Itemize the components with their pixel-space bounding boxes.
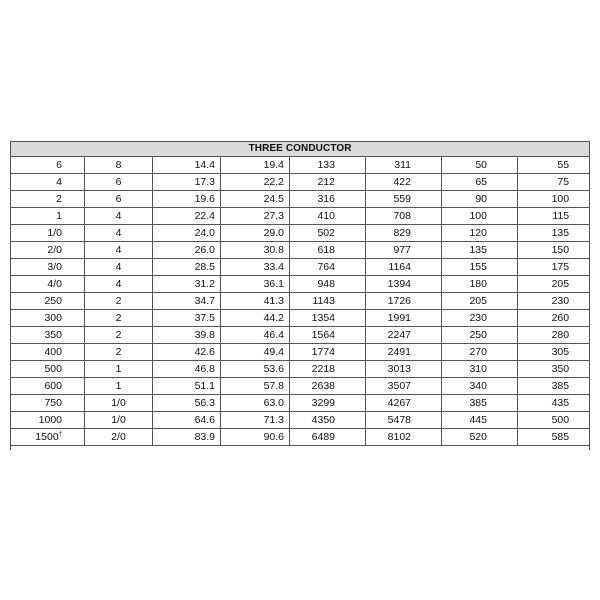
table-cell bbox=[153, 395, 221, 412]
table-cell bbox=[366, 293, 442, 310]
cell-value: 435 bbox=[551, 397, 570, 409]
cell-value: 100 bbox=[469, 210, 487, 222]
table-cell bbox=[518, 225, 590, 242]
table-cell bbox=[221, 344, 290, 361]
cell-value: 22.4 bbox=[194, 210, 215, 222]
table-cell bbox=[153, 293, 221, 310]
table-row bbox=[11, 242, 590, 259]
cell-value: 2 bbox=[56, 193, 62, 205]
table-cell bbox=[290, 378, 366, 395]
table-cell bbox=[153, 174, 221, 191]
table-cell bbox=[85, 327, 153, 344]
table-cell bbox=[85, 344, 153, 361]
cell-value: 2 bbox=[115, 295, 122, 307]
table-cell bbox=[11, 276, 85, 293]
cell-value: 260 bbox=[551, 312, 570, 324]
table-cell bbox=[518, 378, 590, 395]
cell-value: 2 bbox=[115, 312, 122, 324]
cell-value: 65 bbox=[475, 176, 487, 188]
cell-value: 1164 bbox=[388, 261, 411, 273]
cell-value: 135 bbox=[469, 244, 487, 256]
cell-value: 2638 bbox=[311, 380, 335, 392]
cell-value: 55 bbox=[557, 159, 570, 171]
table-cell bbox=[11, 412, 85, 429]
table-cell bbox=[366, 310, 442, 327]
cell-value: 90 bbox=[475, 193, 487, 205]
cell-value: 350 bbox=[551, 363, 570, 375]
cell-value: 385 bbox=[469, 397, 487, 409]
table-cell bbox=[366, 378, 442, 395]
cell-value: 977 bbox=[393, 244, 411, 256]
table-cell bbox=[11, 344, 85, 361]
cell-value: 422 bbox=[393, 176, 411, 188]
table-cell bbox=[85, 225, 153, 242]
cell-value: 600 bbox=[44, 380, 62, 392]
cell-value: 4 bbox=[115, 261, 122, 273]
table-cell bbox=[442, 259, 518, 276]
table-row bbox=[11, 276, 590, 293]
table-cell bbox=[221, 361, 290, 378]
table-cell bbox=[11, 310, 85, 327]
table-cell bbox=[518, 174, 590, 191]
table-cell bbox=[153, 225, 221, 242]
cell-value: 14.4 bbox=[194, 159, 215, 171]
table-cell bbox=[366, 395, 442, 412]
cell-value: 585 bbox=[551, 431, 570, 443]
cell-value: 120 bbox=[469, 227, 487, 239]
table-cell bbox=[366, 344, 442, 361]
table-cell bbox=[366, 208, 442, 225]
table-container bbox=[10, 141, 589, 450]
cell-value: 1564 bbox=[311, 329, 335, 341]
table-cell bbox=[442, 412, 518, 429]
cell-value: 1 bbox=[115, 363, 122, 375]
table-row bbox=[11, 378, 590, 395]
table-cell bbox=[11, 293, 85, 310]
table-cell bbox=[85, 293, 153, 310]
cell-value: 280 bbox=[551, 329, 570, 341]
cell-value: 3/0 bbox=[47, 261, 62, 273]
cell-value: 1354 bbox=[311, 312, 335, 324]
cell-value: 31.2 bbox=[194, 278, 215, 290]
table-cell bbox=[518, 208, 590, 225]
table-cell bbox=[442, 310, 518, 327]
cell-value: 1000 bbox=[38, 414, 62, 426]
table-cell bbox=[366, 259, 442, 276]
cell-value: 75 bbox=[557, 176, 570, 188]
table-cell bbox=[221, 276, 290, 293]
table-tail-row bbox=[11, 446, 590, 451]
table-cell bbox=[153, 208, 221, 225]
cell-value: 1/0 bbox=[47, 227, 62, 239]
table-cell bbox=[518, 327, 590, 344]
table-cell bbox=[221, 174, 290, 191]
table-cell bbox=[221, 242, 290, 259]
table-cell bbox=[153, 242, 221, 259]
cell-value: 559 bbox=[393, 193, 411, 205]
cell-value: 42.6 bbox=[194, 346, 215, 358]
table-cell bbox=[366, 429, 442, 446]
cell-value: 520 bbox=[469, 431, 487, 443]
cell-value: 1991 bbox=[387, 312, 411, 324]
cell-value: 250 bbox=[44, 295, 62, 307]
cell-value: 19.4 bbox=[263, 159, 284, 171]
cell-value: 5478 bbox=[387, 414, 411, 426]
table-cell bbox=[442, 208, 518, 225]
table-cell bbox=[366, 191, 442, 208]
cell-value: 2491 bbox=[387, 346, 411, 358]
table-cell bbox=[442, 225, 518, 242]
table-cell bbox=[518, 293, 590, 310]
cell-value: 34.7 bbox=[194, 295, 215, 307]
cell-value: 1143 bbox=[312, 295, 335, 307]
table-cell bbox=[153, 310, 221, 327]
table-cell bbox=[442, 344, 518, 361]
table-cell bbox=[221, 191, 290, 208]
table-cell bbox=[290, 395, 366, 412]
table-cell bbox=[366, 412, 442, 429]
table-cell bbox=[85, 276, 153, 293]
cell-value: 410 bbox=[317, 210, 335, 222]
table-cell bbox=[85, 242, 153, 259]
cell-value: 4 bbox=[115, 244, 122, 256]
table-cell bbox=[290, 344, 366, 361]
table-cell bbox=[11, 429, 85, 446]
cell-value: 829 bbox=[393, 227, 411, 239]
cell-value: 948 bbox=[317, 278, 335, 290]
table-cell bbox=[518, 310, 590, 327]
cell-value: 300 bbox=[44, 312, 62, 324]
table-row bbox=[11, 225, 590, 242]
table-cell bbox=[85, 157, 153, 174]
table-cell bbox=[85, 310, 153, 327]
table-cell bbox=[366, 242, 442, 259]
cell-value: 24.5 bbox=[263, 193, 284, 205]
table-row bbox=[11, 327, 590, 344]
cell-value: 100 bbox=[551, 193, 570, 205]
table-cell bbox=[290, 174, 366, 191]
table-cell bbox=[366, 327, 442, 344]
cell-value: 115 bbox=[552, 210, 570, 222]
cell-value: 350 bbox=[44, 329, 62, 341]
table-cell bbox=[153, 276, 221, 293]
table-row bbox=[11, 174, 590, 191]
cell-value: 41.3 bbox=[263, 295, 284, 307]
cell-value: 400 bbox=[44, 346, 62, 358]
table-cell bbox=[290, 225, 366, 242]
table-cell bbox=[290, 191, 366, 208]
table-cell bbox=[11, 191, 85, 208]
table-cell bbox=[442, 157, 518, 174]
cell-value: 3507 bbox=[387, 380, 411, 392]
table-cell bbox=[366, 361, 442, 378]
cell-value: 445 bbox=[469, 414, 487, 426]
table-cell bbox=[290, 157, 366, 174]
table-cell bbox=[85, 361, 153, 378]
cell-value: 64.6 bbox=[194, 414, 215, 426]
cell-value: 2 bbox=[115, 329, 122, 341]
cell-value: 27.3 bbox=[263, 210, 284, 222]
table-cell bbox=[11, 208, 85, 225]
table-cell bbox=[11, 157, 85, 174]
cell-value: 1 bbox=[56, 210, 62, 222]
table-row bbox=[11, 429, 590, 446]
table-cell bbox=[221, 225, 290, 242]
cell-value: 135 bbox=[551, 227, 570, 239]
cell-value: 1 bbox=[115, 380, 122, 392]
cell-value: 155 bbox=[469, 261, 487, 273]
table-row bbox=[11, 344, 590, 361]
table-row bbox=[11, 293, 590, 310]
table-cell bbox=[85, 395, 153, 412]
cell-value: 6 bbox=[115, 193, 122, 205]
table-cell bbox=[221, 327, 290, 344]
cell-value: 205 bbox=[551, 278, 570, 290]
cell-value: 4267 bbox=[387, 397, 411, 409]
table-cell bbox=[153, 259, 221, 276]
table-cell bbox=[442, 361, 518, 378]
table-cell bbox=[290, 208, 366, 225]
cell-value: 2247 bbox=[387, 329, 411, 341]
cell-value: 250 bbox=[469, 329, 487, 341]
table-cell bbox=[221, 310, 290, 327]
table-cell bbox=[153, 344, 221, 361]
cell-value: 150 bbox=[551, 244, 570, 256]
cell-value: 22.2 bbox=[263, 176, 284, 188]
table-title-row bbox=[11, 142, 590, 157]
cell-value: 2 bbox=[115, 346, 122, 358]
cell-value: 1394 bbox=[387, 278, 411, 290]
cell-value: 6 bbox=[56, 159, 62, 171]
table-cell bbox=[85, 378, 153, 395]
cell-value: 708 bbox=[393, 210, 411, 222]
table-cell bbox=[290, 361, 366, 378]
table-cell bbox=[221, 378, 290, 395]
table-cell bbox=[11, 361, 85, 378]
table-cell bbox=[442, 174, 518, 191]
cell-value: 212 bbox=[317, 176, 335, 188]
table-cell bbox=[518, 344, 590, 361]
cell-value: 305 bbox=[551, 346, 570, 358]
table-tail bbox=[11, 446, 590, 451]
cell-value: 385 bbox=[551, 380, 570, 392]
cell-value: 6 bbox=[115, 176, 122, 188]
cell-value: 17.3 bbox=[194, 176, 215, 188]
table-cell bbox=[518, 429, 590, 446]
cell-value: 1500 bbox=[35, 431, 59, 443]
cell-value: 8 bbox=[115, 159, 122, 171]
table-row bbox=[11, 208, 590, 225]
table-cell bbox=[153, 327, 221, 344]
cell-value: 4 bbox=[56, 176, 62, 188]
table-cell bbox=[11, 378, 85, 395]
cell-value: 36.1 bbox=[263, 278, 284, 290]
table-cell bbox=[518, 412, 590, 429]
table-cell bbox=[290, 259, 366, 276]
cell-value: 71.3 bbox=[263, 414, 284, 426]
cell-value: 180 bbox=[469, 278, 487, 290]
table-cell bbox=[290, 412, 366, 429]
cell-value: 26.0 bbox=[194, 244, 215, 256]
table-cell bbox=[290, 242, 366, 259]
cell-value: 175 bbox=[551, 261, 570, 273]
table-cell bbox=[85, 208, 153, 225]
table-cell bbox=[153, 157, 221, 174]
table-cell bbox=[518, 191, 590, 208]
table-cell bbox=[518, 157, 590, 174]
table-cell bbox=[85, 429, 153, 446]
cell-value: 133 bbox=[317, 159, 335, 171]
cell-value: 750 bbox=[44, 397, 62, 409]
table-cell bbox=[366, 276, 442, 293]
cell-value: 618 bbox=[317, 244, 335, 256]
cell-value: 83.9 bbox=[194, 431, 215, 443]
table-cell bbox=[221, 259, 290, 276]
table-title: THREE CONDUCTOR bbox=[11, 142, 590, 157]
table-row bbox=[11, 395, 590, 412]
table-cell bbox=[221, 293, 290, 310]
cell-value: 230 bbox=[469, 312, 487, 324]
cell-value: 30.8 bbox=[263, 244, 284, 256]
cell-value: 270 bbox=[469, 346, 487, 358]
table-cell bbox=[85, 174, 153, 191]
table-cell bbox=[11, 327, 85, 344]
table-cell bbox=[442, 327, 518, 344]
table-cell bbox=[366, 174, 442, 191]
cell-value: 230 bbox=[551, 295, 570, 307]
table-cell bbox=[518, 276, 590, 293]
table-cell bbox=[442, 276, 518, 293]
table-cell bbox=[153, 361, 221, 378]
cell-value: 44.2 bbox=[263, 312, 284, 324]
cell-value: 90.6 bbox=[263, 431, 284, 443]
table-cell bbox=[153, 412, 221, 429]
table-cell bbox=[85, 412, 153, 429]
table-cell bbox=[85, 191, 153, 208]
table-cell bbox=[366, 225, 442, 242]
table-cell bbox=[221, 395, 290, 412]
table-row bbox=[11, 310, 590, 327]
table-row bbox=[11, 412, 590, 429]
table-row bbox=[11, 191, 590, 208]
cell-value: 29.0 bbox=[263, 227, 284, 239]
cell-value: 311 bbox=[394, 159, 411, 171]
table-cell bbox=[85, 259, 153, 276]
cell-value: 500 bbox=[44, 363, 62, 375]
cell-value: 46.4 bbox=[263, 329, 284, 341]
table-cell bbox=[290, 429, 366, 446]
table-row bbox=[11, 259, 590, 276]
cell-value: 316 bbox=[317, 193, 335, 205]
table-cell bbox=[290, 310, 366, 327]
table-cell bbox=[518, 361, 590, 378]
table-cell bbox=[366, 157, 442, 174]
table-cell bbox=[290, 293, 366, 310]
cell-value: 1726 bbox=[387, 295, 411, 307]
cell-value: 63.0 bbox=[263, 397, 284, 409]
cell-value: 33.4 bbox=[263, 261, 284, 273]
cell-value: 3013 bbox=[387, 363, 411, 375]
table-cell bbox=[290, 327, 366, 344]
cell-value: 764 bbox=[317, 261, 335, 273]
cell-value: 24.0 bbox=[194, 227, 215, 239]
cell-value: 1/0 bbox=[111, 414, 126, 426]
table-cell bbox=[11, 395, 85, 412]
cell-value: 50 bbox=[475, 159, 487, 171]
table-cell bbox=[221, 208, 290, 225]
table-cell bbox=[518, 259, 590, 276]
three-conductor-table bbox=[10, 141, 590, 450]
cell-value: 502 bbox=[317, 227, 335, 239]
table-cell bbox=[221, 412, 290, 429]
table-cell bbox=[442, 293, 518, 310]
table-cell bbox=[290, 276, 366, 293]
cell-value: 53.6 bbox=[263, 363, 284, 375]
cell-value: 28.5 bbox=[194, 261, 215, 273]
table-cell bbox=[221, 429, 290, 446]
cell-value: 56.3 bbox=[194, 397, 215, 409]
table-cell bbox=[11, 225, 85, 242]
table-row bbox=[11, 157, 590, 174]
table-cell bbox=[221, 157, 290, 174]
cell-value: 4 bbox=[115, 227, 122, 239]
table-cell bbox=[442, 395, 518, 412]
cell-value: 4350 bbox=[311, 414, 335, 426]
cell-value: 19.6 bbox=[194, 193, 215, 205]
cell-value: 4 bbox=[115, 210, 122, 222]
cell-value: 1/0 bbox=[111, 397, 126, 409]
footnote-mark: † bbox=[58, 431, 62, 438]
table-cell bbox=[153, 191, 221, 208]
cell-value: 57.8 bbox=[263, 380, 284, 392]
table-cell bbox=[442, 242, 518, 259]
table-cell bbox=[518, 395, 590, 412]
table-cell bbox=[11, 242, 85, 259]
table-cell bbox=[11, 259, 85, 276]
cell-value: 2/0 bbox=[47, 244, 62, 256]
cell-value: 39.8 bbox=[194, 329, 215, 341]
cell-value: 500 bbox=[551, 414, 570, 426]
table-cell bbox=[442, 429, 518, 446]
table-body bbox=[11, 157, 590, 446]
table-cell bbox=[442, 378, 518, 395]
cell-value: 2/0 bbox=[111, 431, 126, 443]
cell-value: 6489 bbox=[311, 431, 335, 443]
table-row bbox=[11, 361, 590, 378]
cell-value: 51.1 bbox=[194, 380, 215, 392]
cell-value: 2218 bbox=[311, 363, 335, 375]
table-cell bbox=[442, 191, 518, 208]
cell-value: 49.4 bbox=[263, 346, 284, 358]
table-cell bbox=[153, 378, 221, 395]
cell-value: 8102 bbox=[387, 431, 411, 443]
table-cell bbox=[518, 242, 590, 259]
table-cell bbox=[153, 429, 221, 446]
cell-value: 3299 bbox=[311, 397, 335, 409]
cell-value: 46.8 bbox=[194, 363, 215, 375]
cell-value: 37.5 bbox=[194, 312, 215, 324]
cell-value: 205 bbox=[469, 295, 487, 307]
cell-value: 4/0 bbox=[47, 278, 62, 290]
cell-value: 340 bbox=[469, 380, 487, 392]
cell-value: 310 bbox=[469, 363, 487, 375]
cell-value: 1774 bbox=[311, 346, 335, 358]
table-cell bbox=[11, 174, 85, 191]
cell-value: 4 bbox=[115, 278, 122, 290]
